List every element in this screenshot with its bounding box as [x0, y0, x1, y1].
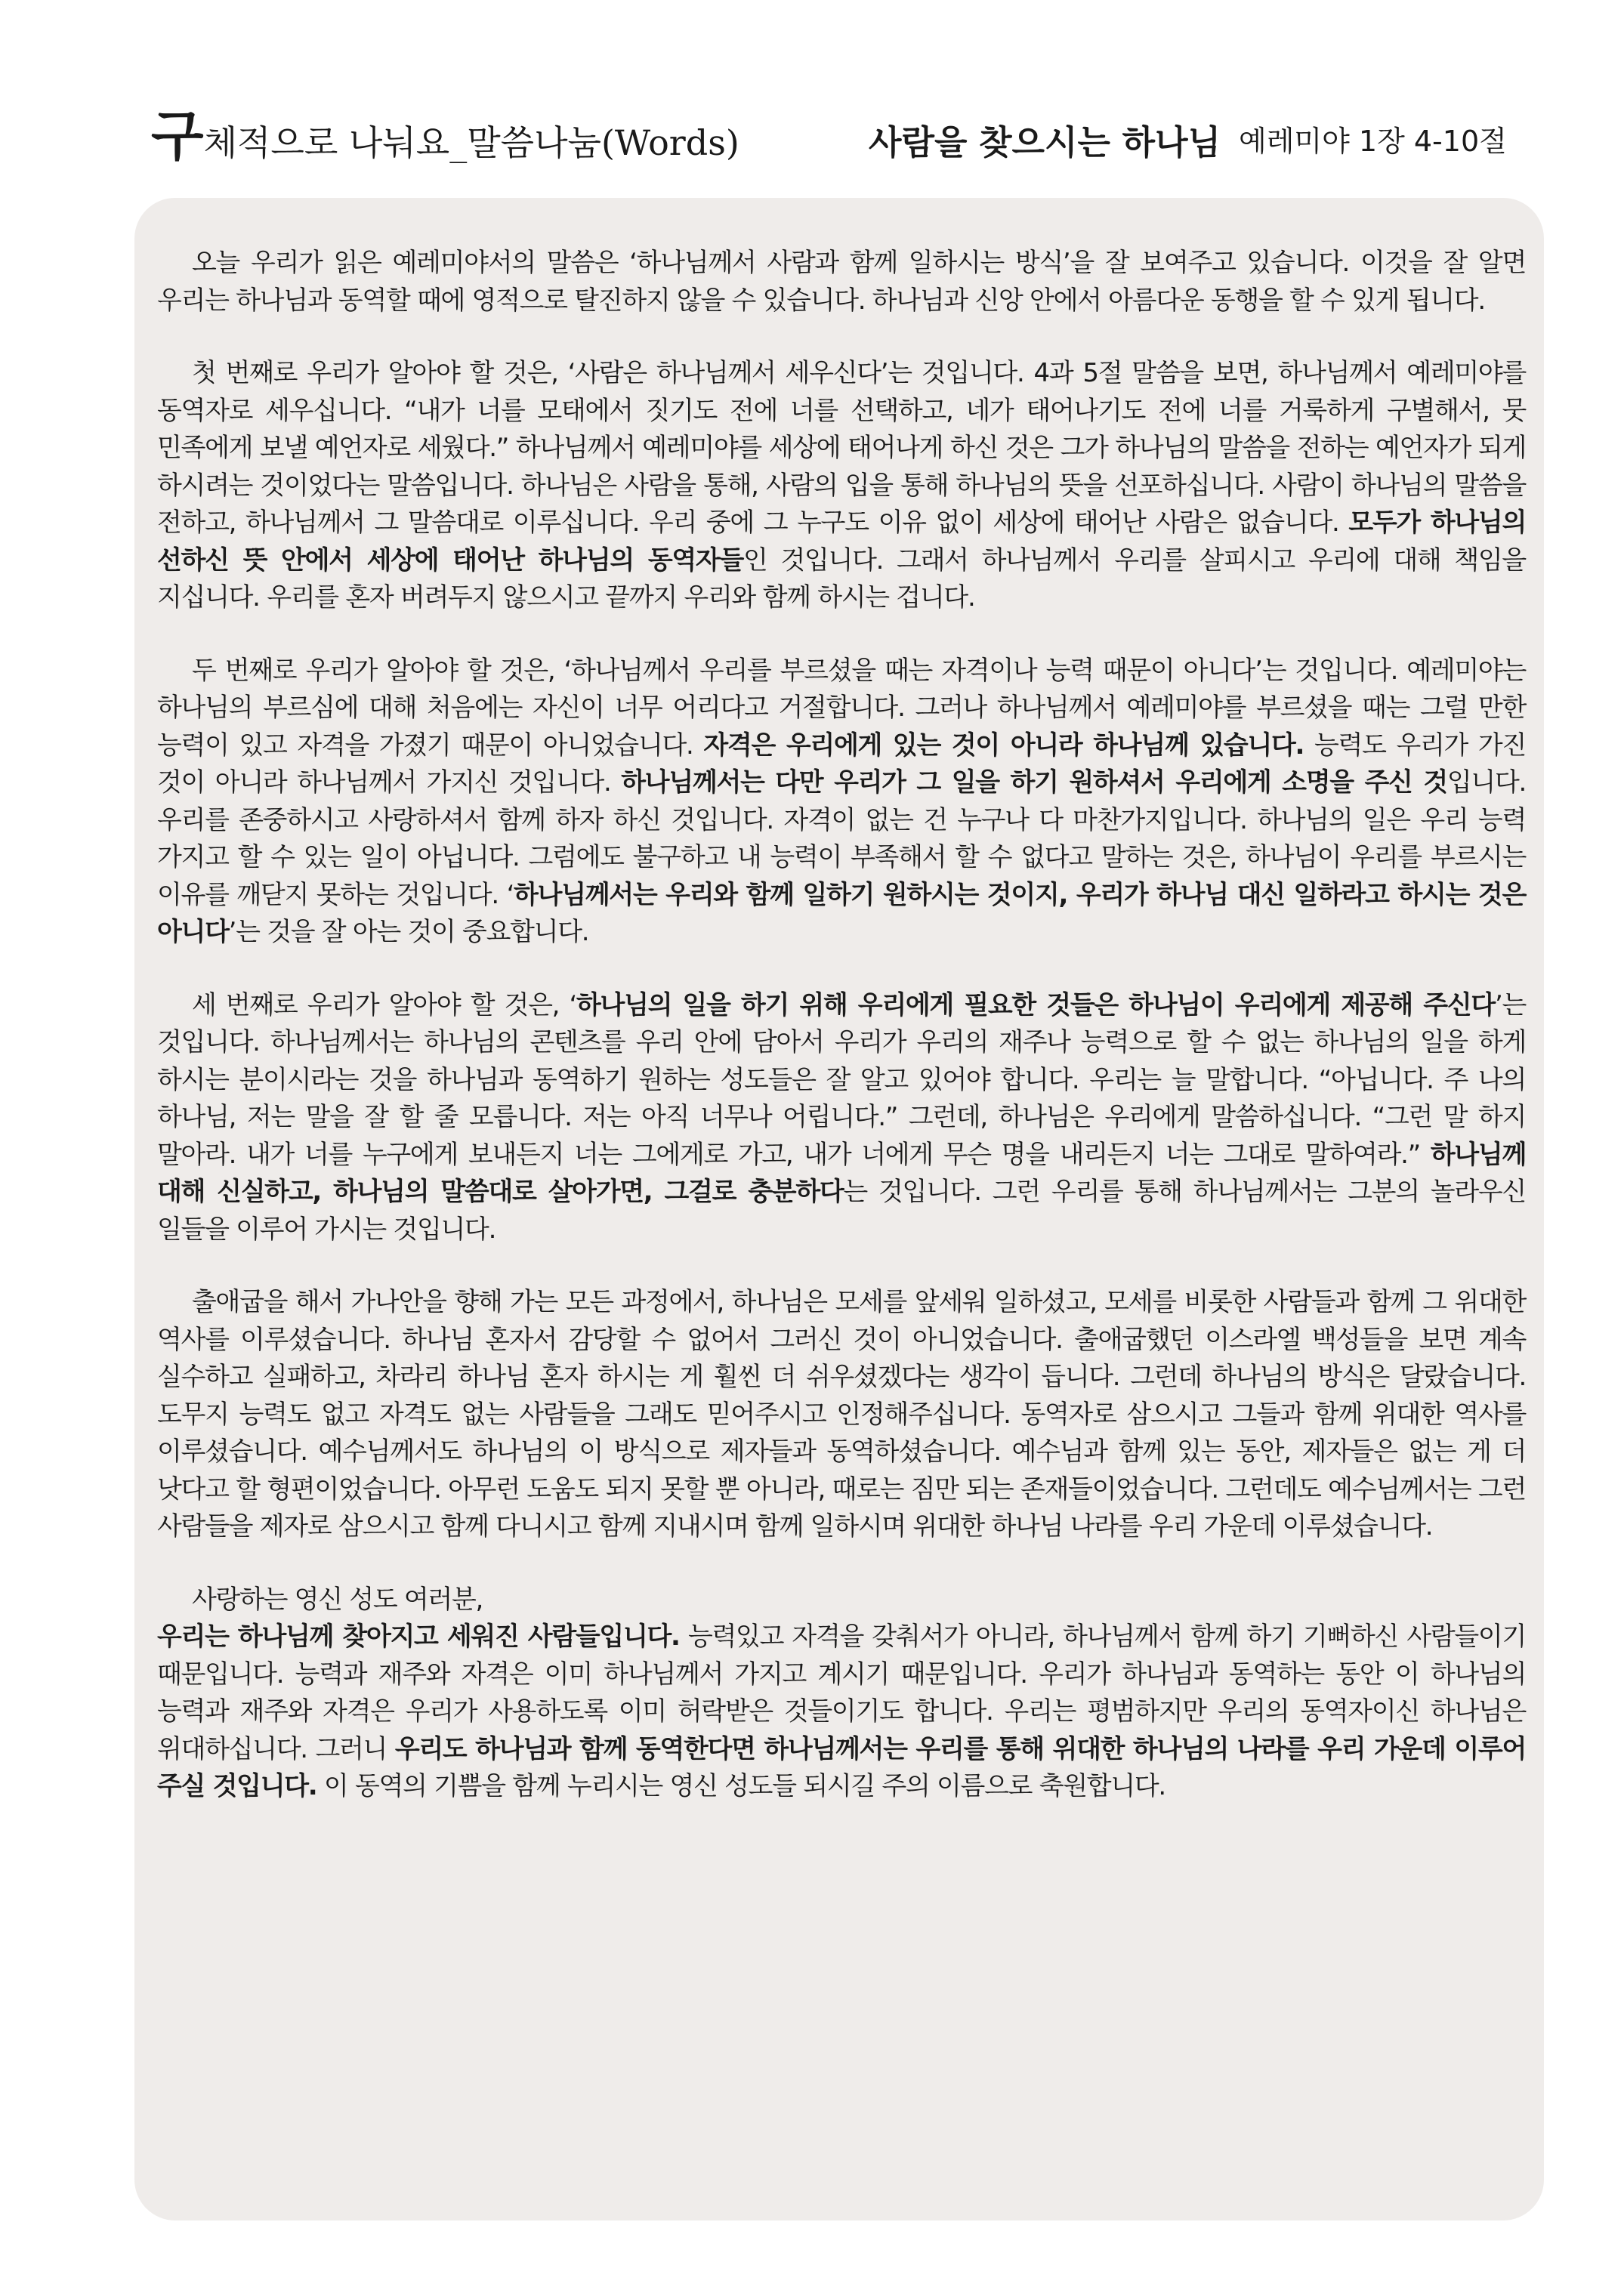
series-label-rest: 체적으로 나눠요_말씀나눔(Words) — [203, 122, 739, 163]
closing-greeting — [157, 1582, 1526, 1619]
body-text: ’는 것을 잘 아는 것이 중요합니다. — [228, 917, 589, 947]
scripture-reference: 예레미야 1장 4-10절 — [1239, 125, 1507, 158]
body-text: 세 번째로 우리가 알아야 할 것은, ‘ — [192, 989, 576, 1020]
emphasis-text: 하나님께 대해 신실하고, 하나님의 말씀대로 살아가면, 그걸로 충분하다 — [157, 1139, 1526, 1207]
body-text: 입니다. 우리를 존중하시고 사랑하셔서 함께 하자 하신 것입니다. 자격이 없는 건 누구나 다 마찬가지입니다. 하나님의 일은 우리 능력 가지고 할 수 있는 일이 아닙니다. 그럼에도 불구하고 내 능력이 부족해서 할 수 없다고 말하는 것은, 하나님이 우리를 부르시는 이유를 깨닫지 못하는 것입니다. ‘ — [157, 767, 1527, 910]
sermon-title: 사람을 찾으시는 하나님 — [869, 122, 1221, 162]
body-text: 는 것입니다. 그런 우리를 통해 하나님께서는 그분의 놀라우신 일들을 이루어 가시는 것입니다. — [157, 1177, 1526, 1245]
page-header — [144, 104, 1548, 168]
body-text: 두 번째로 우리가 알아야 할 것은, ‘하나님께서 우리를 부르셨을 때는 자격이나 능력 때문이 아니다’는 것입니다. 예레미야는 하나님의 부르심에 대해 처음에는 자신이 너무 어리다고 거절합니다. 그러나 하나님께서 예레미야를 부르셨을 때는 그럴 만한 능력이 있고 자격을 가졌기 때문이 아니었습니다. — [157, 655, 1526, 761]
closing-greeting-text: 사랑하는 영신 성도 여러분, — [192, 1584, 483, 1615]
emphasis-text: 자격은 우리에게 있는 것이 아니라 하나님께 있습니다. — [703, 730, 1304, 761]
body-text: 오늘 우리가 읽은 예레미야서의 말씀은 ‘하나님께서 사람과 함께 일하시는 방식’을 잘 보여주고 있습니다. 이것을 잘 알면 우리는 하나님과 동역할 때에 영적으로 탈진하지 않을 수 있습니다. 하나님과 신앙 안에서 아름다운 동행을 할 수 있게 됩니다. — [157, 248, 1526, 316]
series-label — [151, 103, 739, 168]
emphasis-text: 우리도 하나님과 함께 동역한다면 하나님께서는 우리를 통해 위대한 하나님의 나라를 우리 가운데 이루어 주실 것입니다. — [157, 1733, 1526, 1801]
body-text: 인 것입니다. 그래서 하나님께서 우리를 살피시고 우리에 대해 책임을 지십니다. 우리를 혼자 버려두지 않으시고 끝까지 우리와 함께 하시는 겁니다. — [157, 545, 1526, 613]
body-text: 첫 번째로 우리가 알아야 할 것은, ‘사람은 하나님께서 세우신다’는 것입니다. 4과 5절 말씀을 보면, 하나님께서 예레미야를 동역자로 세우십니다. “내가 너를 모태에서 짓기도 전에 너를 선택하고, 네가 태어나기도 전에 너를 거룩하게 구별해서, 뭇 민족에게 보낼 예언자로 세웠다.” 하나님께서 예레미야를 세상에 태어나게 하신 것은 그가 하나님의 말씀을 전하는 예언자가 되게 하시려는 것이었다는 말씀입니다. 하나님은 사람을 통해, 사람의 입을 통해 하나님의 뜻을 선포하십니다. 사람이 하나님의 말씀을 전하고, 하나님께서 그 말씀대로 이루십니다. 우리 중에 그 누구도 이유 없이 세상에 태어난 사람은 없습니다. — [157, 358, 1526, 538]
paragraph — [157, 987, 1526, 1249]
emphasis-text: 하나님께서는 우리와 함께 일하기 원하시는 것이지, 우리가 하나님 대신 일하라고 하시는 것은 아니다 — [157, 879, 1526, 947]
body-text: ’는 것입니다. 하나님께서는 하나님의 콘텐츠를 우리 안에 담아서 우리가 우리의 재주나 능력으로 할 수 없는 하나님의 일을 하게 하시는 분이시라는 것을 하나님과 동역하기 원하는 성도들은 잘 알고 있어야 합니다. 우리는 늘 말합니다. “아닙니다. 주 나의 하나님, 저는 말을 잘 할 줄 모릅니다. 저는 아직 너무나 어립니다.” 그런데, 하나님은 우리에게 말씀하십니다. “그런 말 하지 말아라. 내가 너를 누구에게 보내든지 너는 그에게로 가고, 내가 너에게 무슨 명을 내리든지 너는 그대로 말하여라.” — [157, 989, 1526, 1170]
closing-paragraph — [157, 1619, 1526, 1806]
content-panel — [134, 198, 1544, 2220]
paragraph — [157, 653, 1526, 952]
body-text: 이 동역의 기쁨을 함께 누리시는 영신 성도들 되시길 주의 이름으로 축원합니다. — [316, 1771, 1166, 1801]
body-text: 출애굽을 해서 가나안을 향해 가는 모든 과정에서, 하나님은 모세를 앞세워 일하셨고, 모세를 비롯한 사람들과 함께 그 위대한 역사를 이루셨습니다. 하나님 혼자서 감당할 수 없어서 그러신 것이 아니었습니다. 출애굽했던 이스라엘 백성들을 보면 계속 실수하고 실패하고, 차라리 하나님 혼자 하시는 게 훨씬 더 쉬우셨겠다는 생각이 듭니다. 그런데 하나님의 방식은 달랐습니다. 도무지 능력도 없고 자격도 없는 사람들을 그래도 믿어주시고 인정해주십니다. 동역자로 삼으시고 그들과 함께 위대한 역사를 이루셨습니다. 예수님께서도 하나님의 이 방식으로 제자들과 동역하셨습니다. 예수님과 함께 있는 동안, 제자들은 없는 게 더 낫다고 할 형편이었습니다. 아무런 도움도 되지 못할 뿐 아니라, 때로는 짐만 되는 존재들이었습니다. 그런데도 예수님께서는 그런 사람들을 제자로 삼으시고 함께 다니시고 함께 지내시며 함께 일하시며 위대한 하나님 나라를 우리 가운데 이루셨습니다. — [157, 1287, 1526, 1542]
emphasis-text: 하나님께서는 다만 우리가 그 일을 하기 원하셔서 우리에게 소명을 주신 것 — [621, 767, 1447, 798]
paragraph — [157, 245, 1526, 319]
paragraph — [157, 355, 1526, 617]
body-text: 능력있고 자격을 갖춰서가 아니라, 하나님께서 함께 하기 기뻐하신 사람들이기 때문입니다. 능력과 재주와 자격은 이미 하나님께서 가지고 계시기 때문입니다. 우리가 하나님과 동역하는 동안 이 하나님의 능력과 재주와 자격은 우리가 사용하도록 이미 허락받은 것들이기도 합니다. 우리는 평범하지만 우리의 동역자이신 하나님은 위대하십니다. 그러니 — [157, 1622, 1526, 1764]
emphasis-text: 모두가 하나님의 선하신 뜻 안에서 세상에 태어난 하나님의 동역자들 — [157, 508, 1526, 576]
series-initial: 구 — [151, 103, 204, 168]
emphasis-text: 하나님의 일을 하기 위해 우리에게 필요한 것들은 하나님이 우리에게 제공해 주신다 — [576, 989, 1495, 1020]
emphasis-text: 우리는 하나님께 찾아지고 세워진 사람들입니다. — [157, 1622, 680, 1652]
paragraph — [157, 1284, 1526, 1546]
body-text: 능력도 우리가 가진 것이 아니라 하나님께서 가지신 것입니다. — [157, 730, 1527, 798]
